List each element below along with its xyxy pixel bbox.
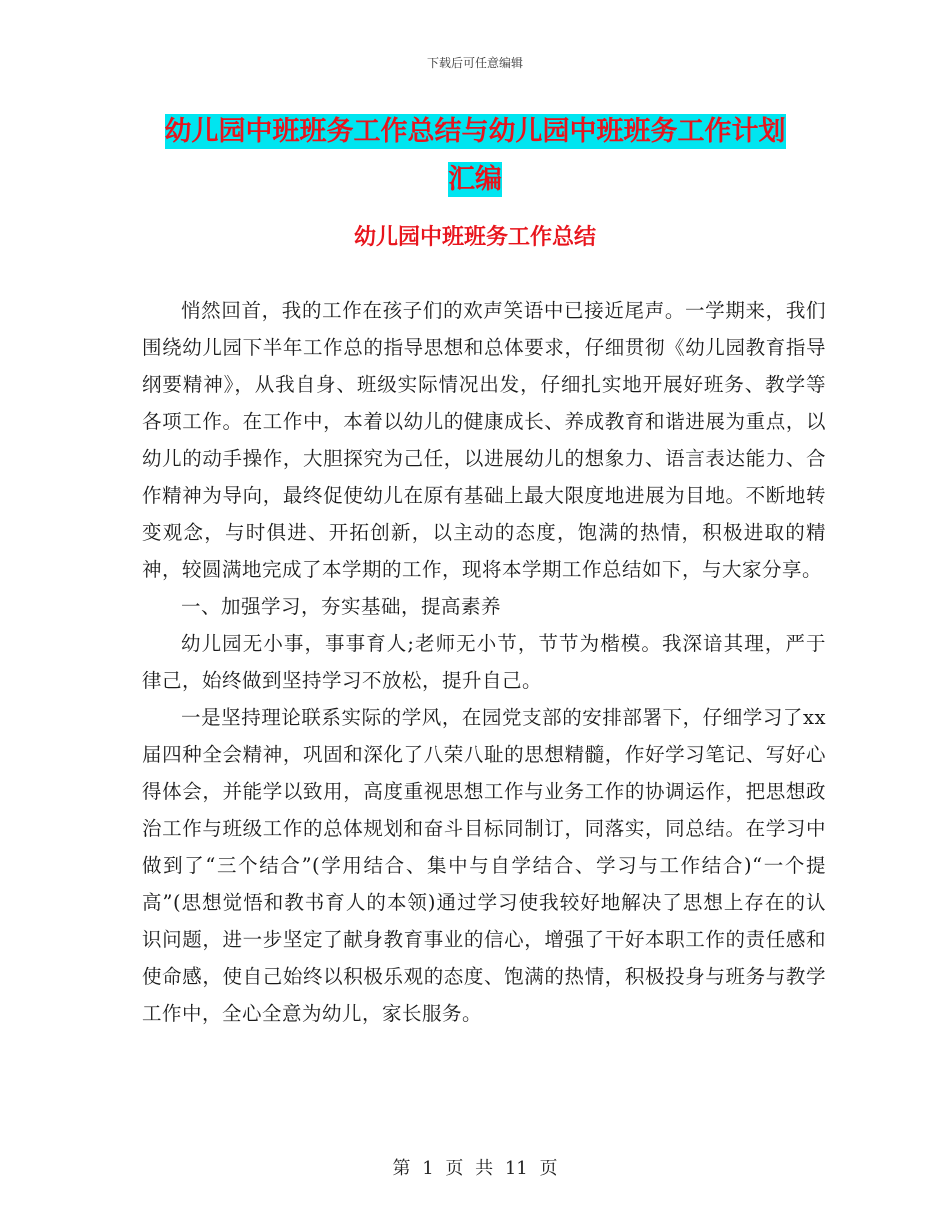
section-title: 幼儿园中班班务工作总结 — [353, 225, 596, 250]
document-title-line2: 汇编 — [448, 164, 502, 195]
paragraph-2: 幼儿园无小事，事事育人;老师无小节，节节为楷模。我深谙其理，严于律己，始终做到坚持学习不放松，提升自己。 — [142, 632, 826, 692]
header-note: 下载后可任意编辑 — [426, 56, 523, 70]
paragraph-intro: 悄然回首，我的工作在孩子们的欢声笑语中已接近尾声。一学期来，我们围绕幼儿园下半年工作总的指导思想和总体要求，仔细贯彻《幼儿园教育指导纲要精神》，从我自身、班级实际情况出发，仔细扎实地开展好班务、教学等各项工作。在工作中，本着以幼儿的健康成长、养成教育和谐进展为重点，以幼儿的动手操作，大胆探究为己任，以进展幼儿的想象力、语言表达能力、合作精神为导向，最终促使幼儿在原有基础上最大限度地进展为目地。不断地转变观念，与时俱进、开拓创新，以主动的态度，饱满的热情，积极进取的精神，较圆满地完成了本学期的工作，现将本学期工作总结如下，与大家分享。 — [142, 299, 826, 581]
body-text — [142, 292, 826, 1032]
document-title — [140, 108, 810, 204]
page-footer: 第 1 页 共 11 页 — [392, 1158, 558, 1179]
paragraph-heading-1: 一、加强学习，夯实基础，提高素养 — [181, 595, 502, 618]
document-title-line1: 幼儿园中班班务工作总结与幼儿园中班班务工作计划 — [164, 116, 786, 147]
paragraph-3: 一是坚持理论联系实际的学风，在园党支部的安排部署下，仔细学习了xx届四种全会精神，巩固和深化了八荣八耻的思想精髓，作好学习笔记、写好心得体会，并能学以致用，高度重视思想工作与业务工作的协调运作，把思想政治工作与班级工作的总体规划和奋斗目标同制订，同落实，同总结。在学习中做到了“三个结合”(学用结合、集中与自学结合、学习与工作结合)“一个提高”(思想觉悟和教书育人的本领)通过学习使我较好地解决了思想上存在的认识问题，进一步坚定了献身教育事业的信心，增强了干好本职工作的责任感和使命感，使自己始终以积极乐观的态度、饱满的热情，积极投身与班务与教学工作中，全心全意为幼儿，家长服务。 — [142, 706, 826, 1025]
